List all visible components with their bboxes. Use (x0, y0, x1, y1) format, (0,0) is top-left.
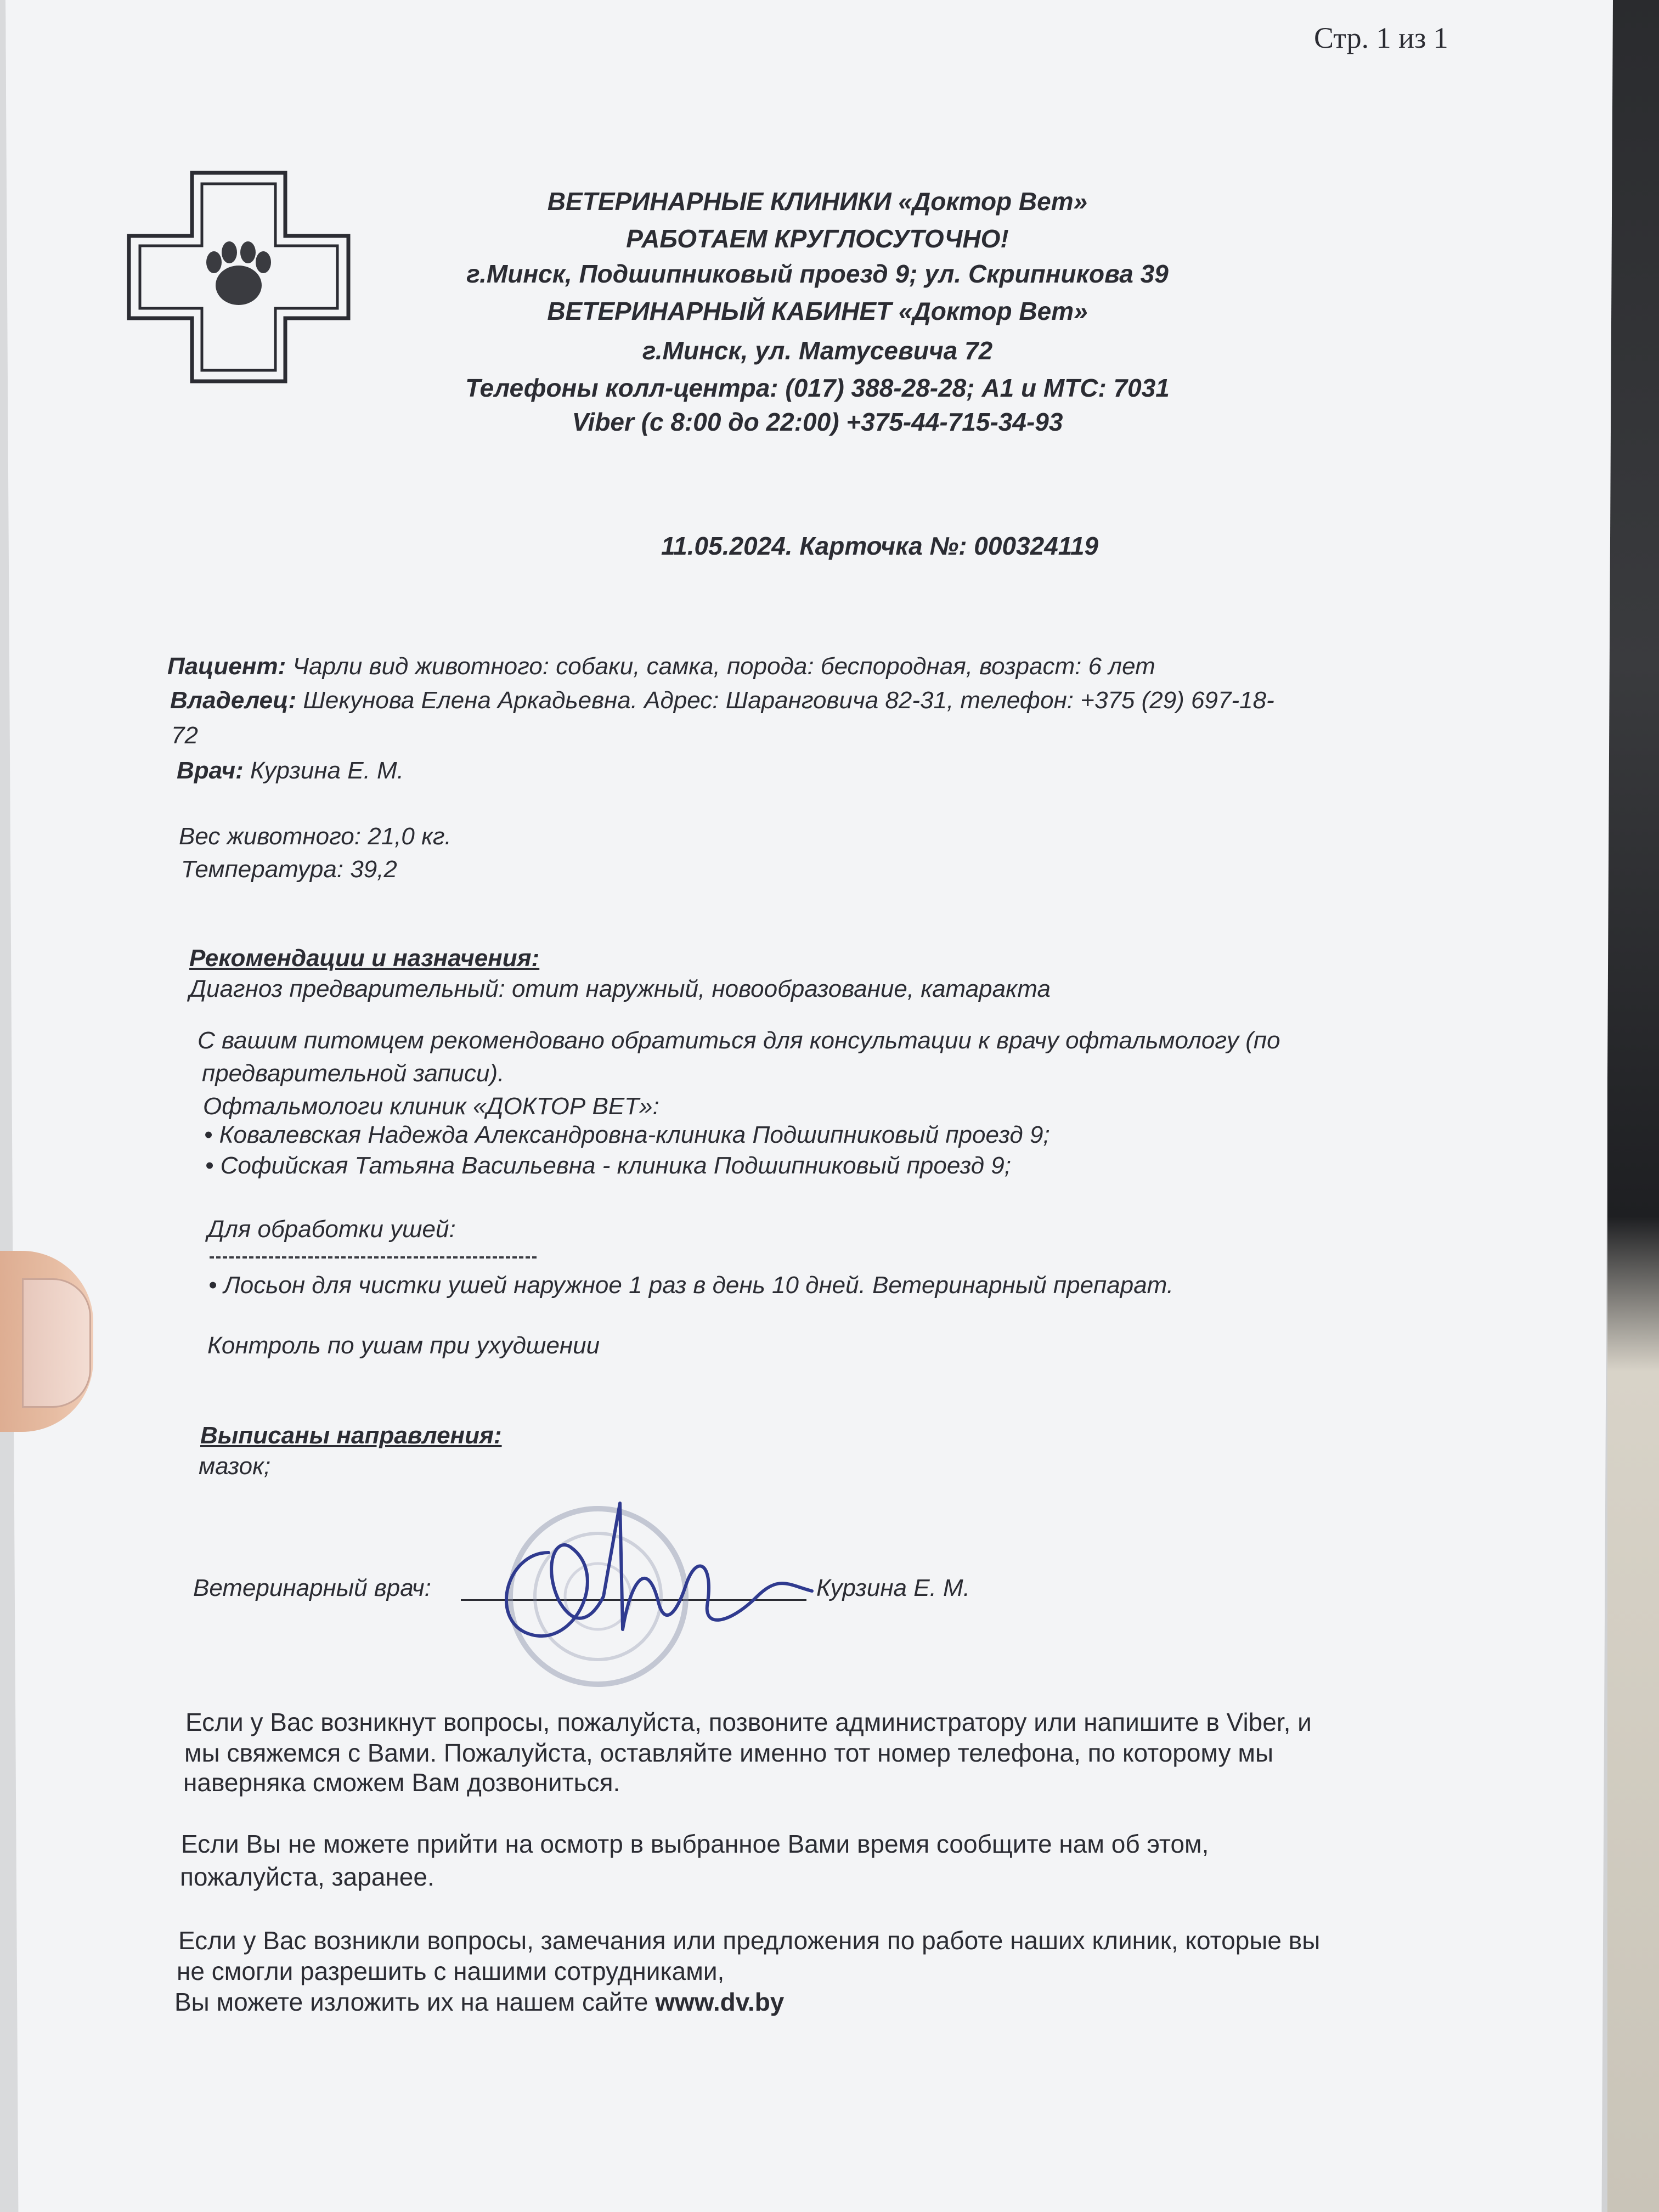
footer-p3-line2: не смогли разрешить с нашими сотрудниками, (177, 1957, 725, 1985)
footer-site-text: Вы можете изложить их на нашем сайте (174, 1988, 656, 2016)
ophthalmologist-1: • Ковалевская Надежда Александровна-клиника Подшипниковый проезд 9; (204, 1121, 1050, 1148)
card-title: 11.05.2024. Карточка №: 000324119 (661, 532, 1099, 560)
footer-p3-line1: Если у Вас возникли вопросы, замечания или предложения по работе наших клиник, которые вы (178, 1926, 1321, 1955)
ophthalmologist-2: • Софийская Татьяна Васильевна - клиника Подшипниковый проезд 9; (205, 1152, 1011, 1179)
signature-label: Ветеринарный врач: (193, 1575, 431, 1601)
ears-item: • Лосьон для чистки ушей наружное 1 раз в день 10 дней. Ветеринарный препарат. (208, 1272, 1174, 1299)
footer-p3-line3 (174, 1987, 784, 2017)
footer-site-link[interactable]: www.dv.by (655, 1988, 785, 2016)
advice-line1: С вашим питомцем рекомендовано обратиться для консультации к врачу офтальмологу (по (198, 1027, 1280, 1054)
temperature: Температура: 39,2 (181, 856, 397, 883)
doctor-label: Врач: (177, 757, 244, 784)
owner-label: Владелец: (170, 687, 297, 714)
footer-p2-line2: пожалуйста, заранее. (180, 1863, 435, 1891)
doctor-line (177, 757, 404, 785)
recommendations-heading: Рекомендации и назначения: (189, 945, 540, 972)
footer-p1-line2: мы свяжемся с Вами. Пожалуйста, оставляйте именно тот номер телефона, по которому мы (184, 1739, 1274, 1767)
paw-icon (206, 241, 271, 305)
doctor-value: Курзина Е. М. (250, 757, 404, 784)
header-cabinet-address: г.Минск, ул. Матусевича 72 (642, 336, 993, 365)
owner-value: Шекунова Елена Аркадьевна. Адрес: Шаранговича 82-31, телефон: +375 (29) 697-18- (303, 687, 1274, 714)
referrals-item: мазок; (199, 1453, 271, 1480)
background-desk (1607, 0, 1659, 2212)
patient-value: Чарли вид животного: собаки, самка, порода: беспородная, возраст: 6 лет (292, 653, 1155, 680)
patient-label: Пациент: (167, 653, 286, 680)
vet-cross-logo (126, 170, 351, 384)
header-24h: РАБОТАЕМ КРУГЛОСУТОЧНО! (626, 224, 1009, 253)
ears-title: Для обработки ушей: (207, 1216, 456, 1243)
weight: Вес животного: 21,0 кг. (179, 823, 452, 850)
ears-control: Контроль по ушам при ухудшении (207, 1332, 600, 1359)
advice-line2: предварительной записи). (202, 1060, 505, 1087)
patient-line (167, 653, 1155, 680)
diagnosis: Диагноз предварительный: отит наружный, новообразование, катаракта (189, 975, 1051, 1002)
footer-p2-line1: Если Вы не можете прийти на осмотр в выбранное Вами время сообщите нам об этом, (181, 1830, 1209, 1858)
header-clinics: ВЕТЕРИНАРНЫЕ КЛИНИКИ «Доктор Вет» (547, 187, 1088, 216)
header-viber: Viber (с 8:00 до 22:00) +375-44-715-34-93 (572, 408, 1063, 436)
header-cabinet: ВЕТЕРИНАРНЫЙ КАБИНЕТ «Доктор Вет» (547, 297, 1088, 325)
footer-p1-line1: Если у Вас возникнут вопросы, пожалуйста, позвоните администратору или напишите в Viber, и (185, 1708, 1312, 1736)
signature-name: Курзина Е. М. (816, 1575, 970, 1601)
header-address: г.Минск, Подшипниковый проезд 9; ул. Скрипникова 39 (466, 259, 1169, 288)
page-number: Стр. 1 из 1 (1314, 21, 1448, 54)
handwritten-signature (483, 1492, 823, 1657)
separator-dashes (210, 1256, 537, 1259)
referrals-heading: Выписаны направления: (200, 1422, 502, 1449)
footer-p1-line3: наверняка сможем Вам дозвониться. (183, 1768, 620, 1797)
ophthalmologists-title: Офтальмологи клиник «ДОКТОР ВЕТ»: (203, 1093, 659, 1120)
owner-value-cont: 72 (171, 722, 198, 749)
header-phones: Телефоны колл-центра: (017) 388-28-28; А1 и МТС: 7031 (465, 374, 1170, 402)
owner-line (170, 687, 1274, 714)
thumbnail (22, 1278, 91, 1408)
